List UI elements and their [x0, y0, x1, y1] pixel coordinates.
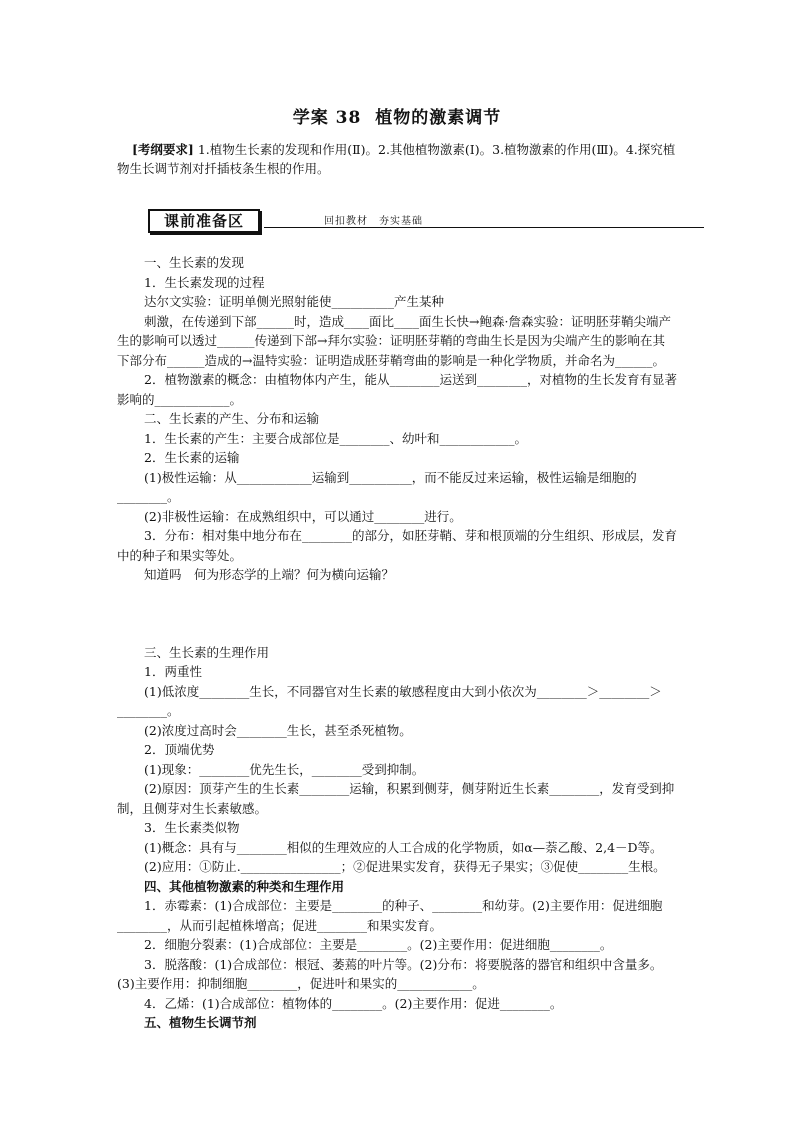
section-line: 3．生长素类似物 — [144, 820, 240, 835]
section-line: (2)原因：顶芽产生的生长素________运输，积累到侧芽，侧芽附近生长素________，发育受到抑制，且侧芽对生长素敏感。 — [117, 781, 675, 816]
section-banner — [148, 209, 704, 231]
exam-requirements — [117, 140, 677, 178]
section-line: (2)非极性运输：在成熟组织中，可以通过________进行。 — [144, 508, 462, 524]
section-line: 刺激，在传递到下部______时，造成____面比____面生长快→鲍森·詹森实验：证明胚芽鞘尖端产生的影响可以透过______传递到下部→拜尔实验：证明胚芽鞘的弯曲生长是因为尖端产生的影响在其下部分布______造成的→温特实验：证明造成胚芽鞘弯曲的影响是一种化学物质，并命名为______。 — [117, 313, 671, 368]
section-line: 知道吗 何为形态学的上端？何为横向运输？ — [144, 567, 395, 582]
section-line: 4．乙烯：(1)合成部位：植物体的________。(2)主要作用：促进________。 — [144, 995, 563, 1011]
section-line: 三、生长素的生理作用 — [144, 644, 270, 660]
section-line: 1．赤霉素：(1)合成部位：主要是________的种子、________和幼芽。(2)主要作用：促进细胞________，从而引起植株增高；促进________和果实发育。 — [117, 898, 663, 933]
page-title — [0, 103, 794, 128]
lesson-number: 学案 38 — [292, 108, 362, 128]
section-line: (1)低浓度________生长，不同器官对生长素的敏感程度由大到小依次为________＞________＞________。 — [117, 683, 662, 718]
section-line: (1)现象：________优先生长，________受到抑制。 — [144, 761, 425, 777]
section-line: 1．生长素的产生：主要合成部位是________、幼叶和____________。 — [144, 430, 527, 446]
section-line: 2．生长素的运输 — [144, 450, 240, 465]
lesson-topic: 植物的激素调节 — [375, 108, 502, 128]
banner-label: 课前准备区 — [148, 209, 260, 233]
answer-space — [117, 585, 677, 643]
section-line: (1)概念：具有与________相似的生理效应的人工合成的化学物质，如α—萘乙酸、2,4－D等。 — [144, 839, 663, 855]
section-line: 2．植物激素的概念：由植物体内产生，能从________运送到________，对植物的生长发育有显著影响的____________。 — [117, 372, 677, 407]
part-two — [117, 643, 677, 1033]
section-line: 一、生长素的发现 — [144, 255, 245, 270]
section-line: 2．顶端优势 — [144, 742, 215, 757]
section-line: 达尔文实验：证明单侧光照射能使__________产生某种 — [144, 294, 445, 309]
section-line: 四、其他植物激素的种类和生理作用 — [144, 878, 345, 894]
section-line: 二、生长素的产生、分布和运输 — [144, 411, 320, 426]
section-line: 五、植物生长调节剂 — [144, 1015, 257, 1030]
section-line: 3．脱落酸：(1)合成部位：根冠、萎蔫的叶片等。(2)分布：将要脱落的器官和组织中含量多。(3)主要作用：抑制细胞________，促进叶和果实的____________。 — [117, 956, 663, 991]
section-line: (2)应用：①防止.________________；②促进果实发育，获得无子果实；③促使________生根。 — [144, 859, 666, 874]
section-line: (2)浓度过高时会________生长，甚至杀死植物。 — [144, 722, 412, 738]
worksheet-body — [117, 253, 677, 1033]
section-line: 1．生长素发现的过程 — [144, 274, 265, 290]
section-line: (1)极性运输：从____________运输到__________，而不能反过来运输，极性运输是细胞的________。 — [117, 469, 637, 504]
requirements-text: 1.植物生长素的发现和作用(Ⅱ)。2.其他植物激素(Ⅰ)。3.植物激素的作用(Ⅲ)。4.探究植物生长调节剂对扦插枝条生根的作用。 — [117, 142, 676, 176]
section-line: 1．两重性 — [144, 664, 202, 679]
banner-rule — [264, 227, 704, 228]
part-one — [117, 253, 677, 585]
banner-subtitle: 回扣教材 夯实基础 — [324, 216, 423, 227]
requirements-label: [考纲要求] — [132, 142, 194, 157]
section-line: 3．分布：相对集中地分布在________的部分，如胚芽鞘、芽和根顶端的分生组织、形成层，发育中的种子和果实等处。 — [117, 528, 677, 563]
section-line: 2．细胞分裂素：(1)合成部位：主要是________。(2)主要作用：促进细胞________。 — [144, 937, 613, 952]
